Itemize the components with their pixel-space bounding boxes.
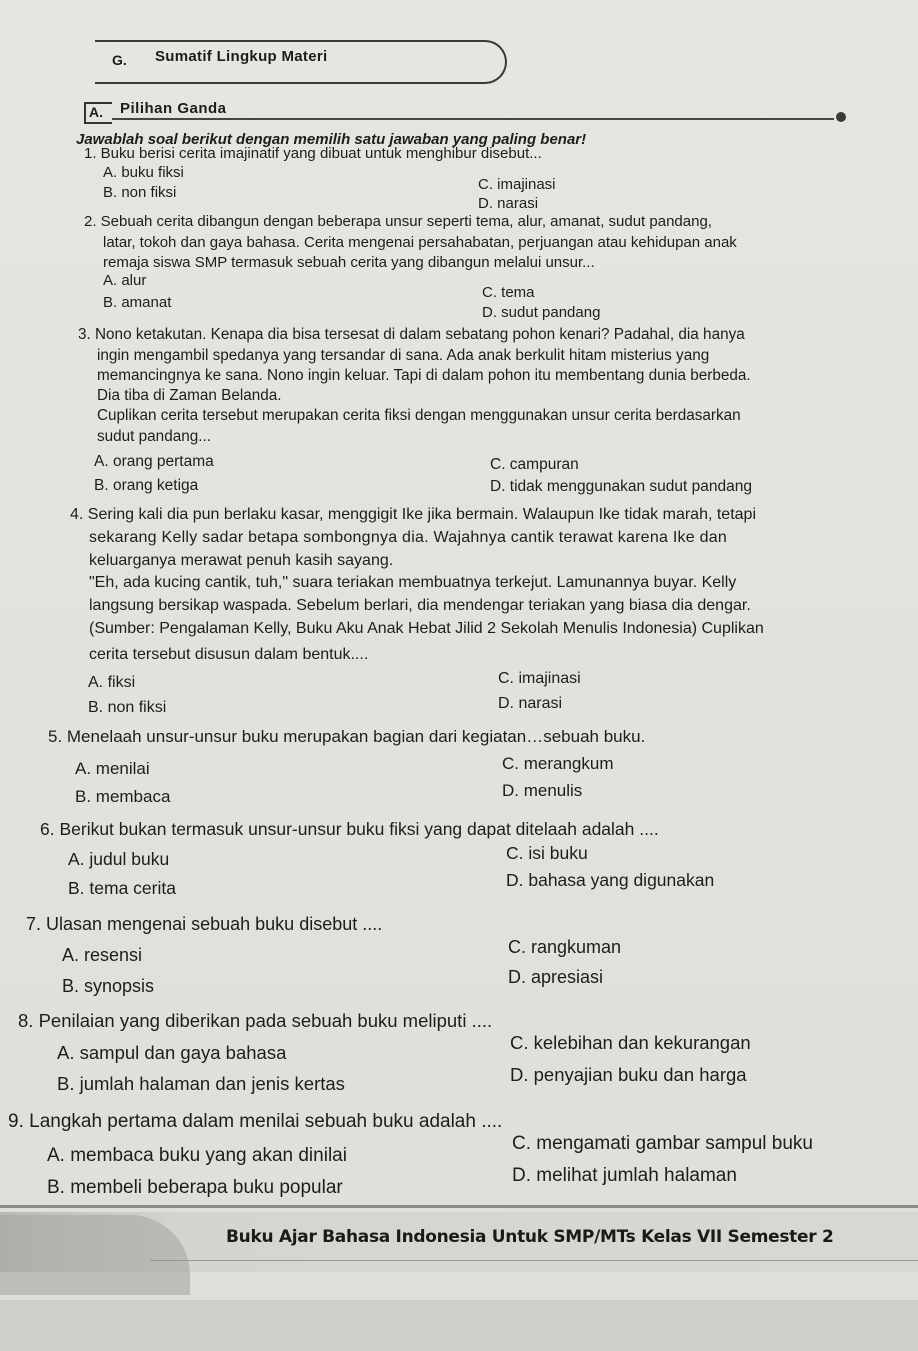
question-3-option-c[interactable]: C. campuran bbox=[490, 456, 579, 473]
bullet-dot-icon bbox=[836, 112, 846, 122]
question-3-option-a[interactable]: A. orang pertama bbox=[94, 453, 214, 470]
question-2-option-b[interactable]: B. amanat bbox=[103, 294, 172, 311]
question-4-option-d[interactable]: D. narasi bbox=[498, 695, 563, 712]
instruction-text: Jawablah soal berikut dengan memilih satu jawaban yang paling benar! bbox=[76, 131, 587, 148]
question-1-option-a[interactable]: A. buku fiksi bbox=[103, 164, 184, 181]
question-1-stem: 1. Buku berisi cerita imajinatif yang dibuat untuk menghibur disebut... bbox=[84, 145, 542, 162]
question-7-option-c[interactable]: C. rangkuman bbox=[508, 937, 622, 957]
question-5-option-a[interactable]: A. menilai bbox=[75, 759, 150, 778]
question-4-stem-line-7: cerita tersebut disusun dalam bentuk.... bbox=[89, 646, 369, 663]
question-2-option-a[interactable]: A. alur bbox=[103, 272, 147, 289]
question-5-stem: 5. Menelaah unsur-unsur buku merupakan bagian dari kegiatan…sebuah buku. bbox=[48, 727, 646, 746]
question-3-stem-line-4: Dia tiba di Zaman Belanda. bbox=[97, 387, 282, 404]
footer-decoration bbox=[0, 1215, 190, 1295]
question-4-stem-line-5: langsung bersikap waspada. Sebelum berlari, dia mendengar teriakan yang biasa dia dengar. bbox=[89, 597, 751, 614]
question-6-option-b[interactable]: B. tema cerita bbox=[68, 878, 176, 898]
question-2-stem-line-3: remaja siswa SMP termasuk sebuah cerita yang dibangun melalui unsur... bbox=[103, 254, 595, 271]
question-8-option-d[interactable]: D. penyajian buku dan harga bbox=[510, 1064, 747, 1085]
question-7-option-a[interactable]: A. resensi bbox=[62, 945, 143, 965]
question-4-option-b[interactable]: B. non fiksi bbox=[88, 699, 167, 716]
question-8-option-b[interactable]: B. jumlah halaman dan jenis kertas bbox=[57, 1073, 345, 1094]
question-1-option-c[interactable]: C. imajinasi bbox=[478, 176, 556, 193]
subsection-title: Pilihan Ganda bbox=[120, 100, 227, 117]
question-9-option-a[interactable]: A. membaca buku yang akan dinilai bbox=[47, 1145, 347, 1166]
question-4-stem-line-6: (Sumber: Pengalaman Kelly, Buku Aku Anak Hebat Jilid 2 Sekolah Menulis Indonesia) Cuplikan bbox=[89, 620, 764, 637]
question-5-option-d[interactable]: D. menulis bbox=[502, 781, 583, 800]
subsection-letter: A. bbox=[89, 104, 103, 120]
question-7-stem: 7. Ulasan mengenai sebuah buku disebut .... bbox=[26, 914, 383, 934]
question-2-stem-line-2: latar, tokoh dan gaya bahasa. Cerita mengenai persahabatan, perjuangan atau kehidupan anak bbox=[103, 234, 737, 251]
question-6-stem: 6. Berikut bukan termasuk unsur-unsur buku fiksi yang dapat ditelaah adalah .... bbox=[40, 819, 659, 839]
subsection-divider bbox=[112, 118, 834, 120]
question-7-option-d[interactable]: D. apresiasi bbox=[508, 967, 604, 987]
question-9-option-b[interactable]: B. membeli beberapa buku popular bbox=[47, 1177, 343, 1198]
question-3-option-b[interactable]: B. orang ketiga bbox=[94, 477, 199, 494]
question-6-option-d[interactable]: D. bahasa yang digunakan bbox=[506, 870, 715, 890]
question-9-option-d[interactable]: D. melihat jumlah halaman bbox=[512, 1165, 737, 1186]
question-3-stem-line-5: Cuplikan cerita tersebut merupakan cerita fiksi dengan menggunakan unsur cerita berdasarkan bbox=[97, 407, 741, 424]
question-1-option-b[interactable]: B. non fiksi bbox=[103, 184, 177, 201]
question-2-stem-line-1: 2. Sebuah cerita dibangun dengan beberapa unsur seperti tema, alur, amanat, sudut pandang, bbox=[84, 213, 712, 230]
question-8-option-c[interactable]: C. kelebihan dan kekurangan bbox=[510, 1032, 751, 1053]
question-5-option-c[interactable]: C. merangkum bbox=[502, 754, 614, 773]
footer-book-title: Buku Ajar Bahasa Indonesia Untuk SMP/MTs Kelas VII Semester 2 bbox=[226, 1227, 834, 1247]
question-7-option-b[interactable]: B. synopsis bbox=[62, 976, 155, 996]
question-3-stem-line-2: ingin mengambil spedanya yang tersandar di sana. Ada anak berkulit hitam misterius yang bbox=[97, 347, 710, 364]
question-4-option-c[interactable]: C. imajinasi bbox=[498, 670, 581, 687]
question-3-stem-line-3: memancingnya ke sana. Nono ingin keluar. Tapi di dalam pohon itu membentang dunia berbeda. bbox=[97, 367, 751, 384]
question-4-stem-line-2: sekarang Kelly sadar betapa sombongnya dia. Wajahnya cantik terawat karena Ike dan bbox=[89, 529, 728, 546]
footer-rule bbox=[150, 1260, 918, 1261]
question-4-stem-line-4: "Eh, ada kucing cantik, tuh," suara teriakan membuatnya terkejut. Lamunannya buyar. Kelly bbox=[89, 574, 737, 591]
question-3-option-d[interactable]: D. tidak menggunakan sudut pandang bbox=[490, 478, 752, 495]
question-2-option-d[interactable]: D. sudut pandang bbox=[482, 304, 601, 321]
question-6-option-c[interactable]: C. isi buku bbox=[506, 843, 588, 863]
question-2-option-c[interactable]: C. tema bbox=[482, 284, 535, 301]
question-4-stem-line-1: 4. Sering kali dia pun berlaku kasar, menggigit Ike jika bermain. Walaupun Ike tidak marah, tetapi bbox=[70, 506, 756, 523]
question-4-stem-line-3: keluarganya merawat penuh kasih sayang. bbox=[89, 552, 394, 569]
question-6-option-a[interactable]: A. judul buku bbox=[68, 849, 170, 869]
question-9-option-c[interactable]: C. mengamati gambar sampul buku bbox=[512, 1133, 813, 1154]
section-letter: G. bbox=[112, 52, 127, 68]
footer-divider bbox=[0, 1205, 918, 1208]
background-surface bbox=[0, 1300, 918, 1351]
question-9-stem: 9. Langkah pertama dalam menilai sebuah buku adalah .... bbox=[8, 1111, 503, 1132]
question-1-option-d[interactable]: D. narasi bbox=[478, 195, 539, 212]
question-3-stem-line-1: 3. Nono ketakutan. Kenapa dia bisa tersesat di dalam sebatang pohon kenari? Padahal, dia hanya bbox=[78, 326, 745, 343]
question-8-stem: 8. Penilaian yang diberikan pada sebuah buku meliputi .... bbox=[18, 1010, 493, 1031]
question-5-option-b[interactable]: B. membaca bbox=[75, 787, 171, 806]
section-title: Sumatif Lingkup Materi bbox=[155, 48, 328, 65]
question-3-stem-line-6: sudut pandang... bbox=[97, 428, 211, 445]
question-8-option-a[interactable]: A. sampul dan gaya bahasa bbox=[57, 1042, 287, 1063]
question-4-option-a[interactable]: A. fiksi bbox=[88, 674, 136, 691]
